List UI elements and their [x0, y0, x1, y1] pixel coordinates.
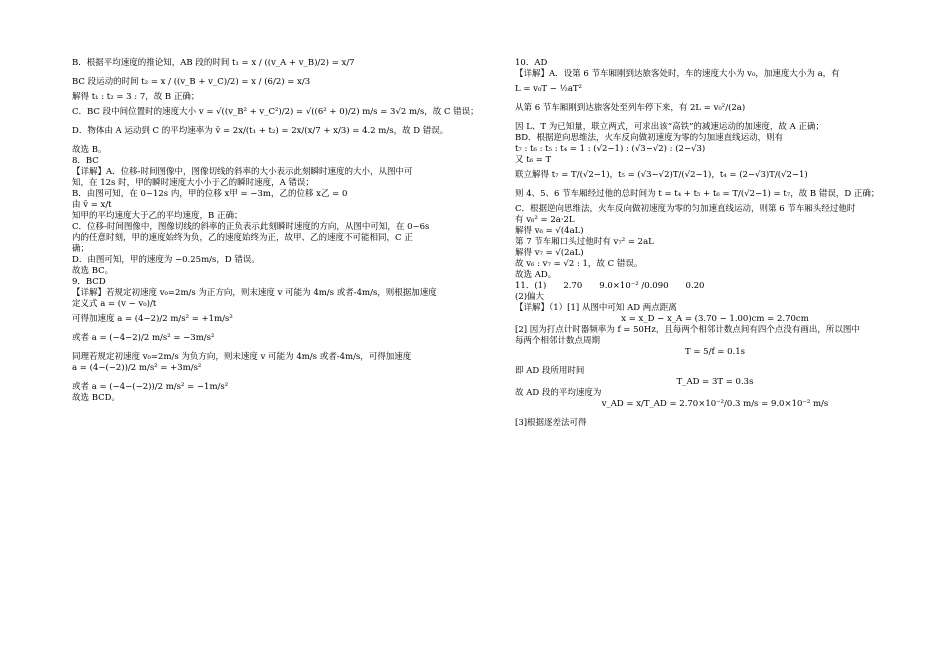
text-line: 【详解】（1）[1] 从图中可知 AD 两点距离: [515, 303, 677, 313]
text-line: 解得 v₇ = √(2aL): [515, 248, 584, 258]
text-line: 有 v₆² = 2a·2L: [515, 215, 575, 225]
spacer: [72, 118, 472, 126]
text-line: (2)偏大: [515, 292, 545, 302]
question-number: 11．(1) 2.70 9.0×10⁻² /0.090 0.20: [515, 281, 705, 291]
left-column: [72, 58, 479, 404]
text-line: 确；: [72, 244, 90, 254]
text-line: t₇ : t₆ : t₅ : t₄ = 1 : (√2−1) : (√3−√2) : (2−√3): [515, 144, 706, 154]
text-line: C．根据逆向思维法，火车反向做初速度为零的匀加速直线运动，则第 6 节车厢头经过他时: [515, 204, 856, 214]
text-line: 从第 6 节车厢刚到达旅客处至列车停下来，有 2L = v₀²/(2a): [515, 103, 746, 113]
text-line: 或者 a = (−4−(−2))/2 m/s² = −1m/s²: [72, 382, 229, 392]
text-line: 【详解】A．位移-时间图像中，图像切线的斜率的大小表示此刻瞬时速度的大小，从图中可: [72, 167, 413, 177]
spacer: [515, 95, 915, 103]
text-line: 解得 v₆ = √(4aL): [515, 226, 584, 236]
text-line: 知，在 12s 时，甲的瞬时速度大小小于乙的瞬时速度，A 错误；: [72, 178, 314, 188]
text-line: 故选 BCD。: [72, 393, 120, 403]
spacer: [72, 374, 472, 382]
text-line: 即 AD 段所用时间: [515, 366, 585, 376]
spacer: [72, 137, 472, 145]
text-line: 可得加速度 a = (4−2)/2 m/s² = +1m/s²: [72, 314, 233, 324]
text-line: L = v₀T − ½aT²: [515, 84, 582, 94]
text-line: 又 t₆ = T: [515, 155, 552, 165]
spacer: [72, 325, 472, 333]
text-line: 因 L、T 为已知量，联立两式，可求出该“高铁”的减速运动的加速度，故 A 正确；: [515, 122, 824, 132]
text-line: 故选 AD。: [515, 270, 557, 280]
text-line: 故 v₆ : v₇ = √2 : 1，故 C 错误。: [515, 259, 643, 269]
text-line: 【详解】若规定初速度 v₀=2m/s 为正方向，则末速度 v 可能为 4m/s 或者-4m/s，则根据加速度: [72, 288, 437, 298]
spacer: [515, 114, 915, 122]
text-line: 知甲的平均速度大于乙的平均速度，B 正确；: [72, 211, 243, 221]
text-line: B．由图可知，在 0~12s 内，甲的位移 x甲 = −3m，乙的位移 x乙 = 0: [72, 189, 348, 199]
text-line: 内的任意时刻，甲的速度始终为负，乙的速度始终为正，故甲、乙的速度不可能相同，C 正: [72, 233, 413, 243]
text-line: BD．根据逆向思维法，火车反向做初速度为零的匀加速直线运动，则有: [515, 133, 784, 143]
formula-line: T_AD = 3T = 0.3s: [676, 377, 754, 387]
spacer: [515, 410, 915, 418]
text-line: 定义式 a = (v − v₀)/t: [72, 299, 157, 309]
text-line: 同理若规定初速度 v₀=2m/s 为负方向，则末速度 v 可能为 4m/s 或者-4m/s，可得加速度: [72, 352, 412, 362]
text-line: 解得 t₁ : t₂ = 3 : 7，故 B 正确；: [72, 92, 200, 102]
text-line: [2] 因为打点计时器频率为 f = 50Hz，且每两个相邻计数点间有四个点没有画出，所以图中: [515, 325, 860, 335]
text-line: BC 段运动的时间 t₂ = x / ((v_B + v_C)/2) = x / (6/2) = x/3: [72, 77, 311, 87]
text-line: C．BC 段中间位置时的速度大小 v = √((v_B² + v_C²)/2) = √((6² + 0)/2) m/s = 3√2 m/s，故 C 错误；: [72, 107, 479, 117]
text-line: D．由图可知，甲的速度为 −0.25m/s，D 错误。: [72, 255, 260, 265]
right-column: [515, 58, 915, 429]
text-line: C．位移-时间图像中，图像切线的斜率的正负表示此刻瞬时速度的方向，从图中可知，在 0~6s: [72, 222, 430, 232]
question-number: 9．BCD: [72, 277, 106, 287]
spacer: [515, 181, 915, 189]
text-line: 故 AD 段的平均速度为: [515, 388, 602, 398]
text-line: 或者 a = (−4−2)/2 m/s² = −3m/s²: [72, 333, 215, 343]
text-line: 第 7 节车厢口头过他时有 v₇² = 2aL: [515, 237, 654, 247]
text-line: 【详解】A．设第 6 节车厢刚到达旅客处时，车的速度大小为 v₀，加速度大小为 a，有: [515, 69, 840, 79]
text-line: [3]根据逐差法可得: [515, 418, 587, 428]
text-line: 每两个相邻计数点周期: [515, 336, 601, 346]
text-line: B．根据平均速度的推论知，AB 段的时间 t₁ = x / ((v_A + v_B)/2) = x/7: [72, 58, 355, 68]
text-line: 由 v̄ = x/t: [72, 200, 112, 210]
question-number: 8．BC: [72, 156, 99, 166]
spacer: [72, 69, 472, 77]
formula-line: v_AD = x/T_AD = 2.70×10⁻²/0.3 m/s = 9.0×10⁻² m/s: [601, 399, 829, 409]
text-line: 故选 B。: [72, 145, 107, 155]
text-line: 故选 BC。: [72, 266, 114, 276]
formula-line: T = 5/f = 0.1s: [684, 347, 746, 357]
spacer: [72, 344, 472, 352]
spacer: [515, 358, 915, 366]
text-line: a = (4−(−2))/2 m/s² = +3m/s²: [72, 363, 202, 373]
formula-line: x = x_D − x_A = (3.70 − 1.00)cm = 2.70cm: [621, 314, 809, 324]
text-line: 则 4、5、6 节车厢经过他的总时间为 t = t₄ + t₅ + t₆ = T/(√2−1) = t₇，故 B 错误，D 正确；: [515, 189, 880, 199]
text-line: 联立解得 t₇ = T/(√2−1)，t₅ = (√3−√2)T/(√2−1)，t₄ = (2−√3)T/(√2−1): [515, 170, 808, 180]
question-number: 10．AD: [515, 58, 548, 68]
text-line: D．物体由 A 运动到 C 的平均速率为 v̄ = 2x/(t₁ + t₂) = 2x/(x/7 + x/3) = 4.2 m/s，故 D 错误。: [72, 126, 449, 136]
